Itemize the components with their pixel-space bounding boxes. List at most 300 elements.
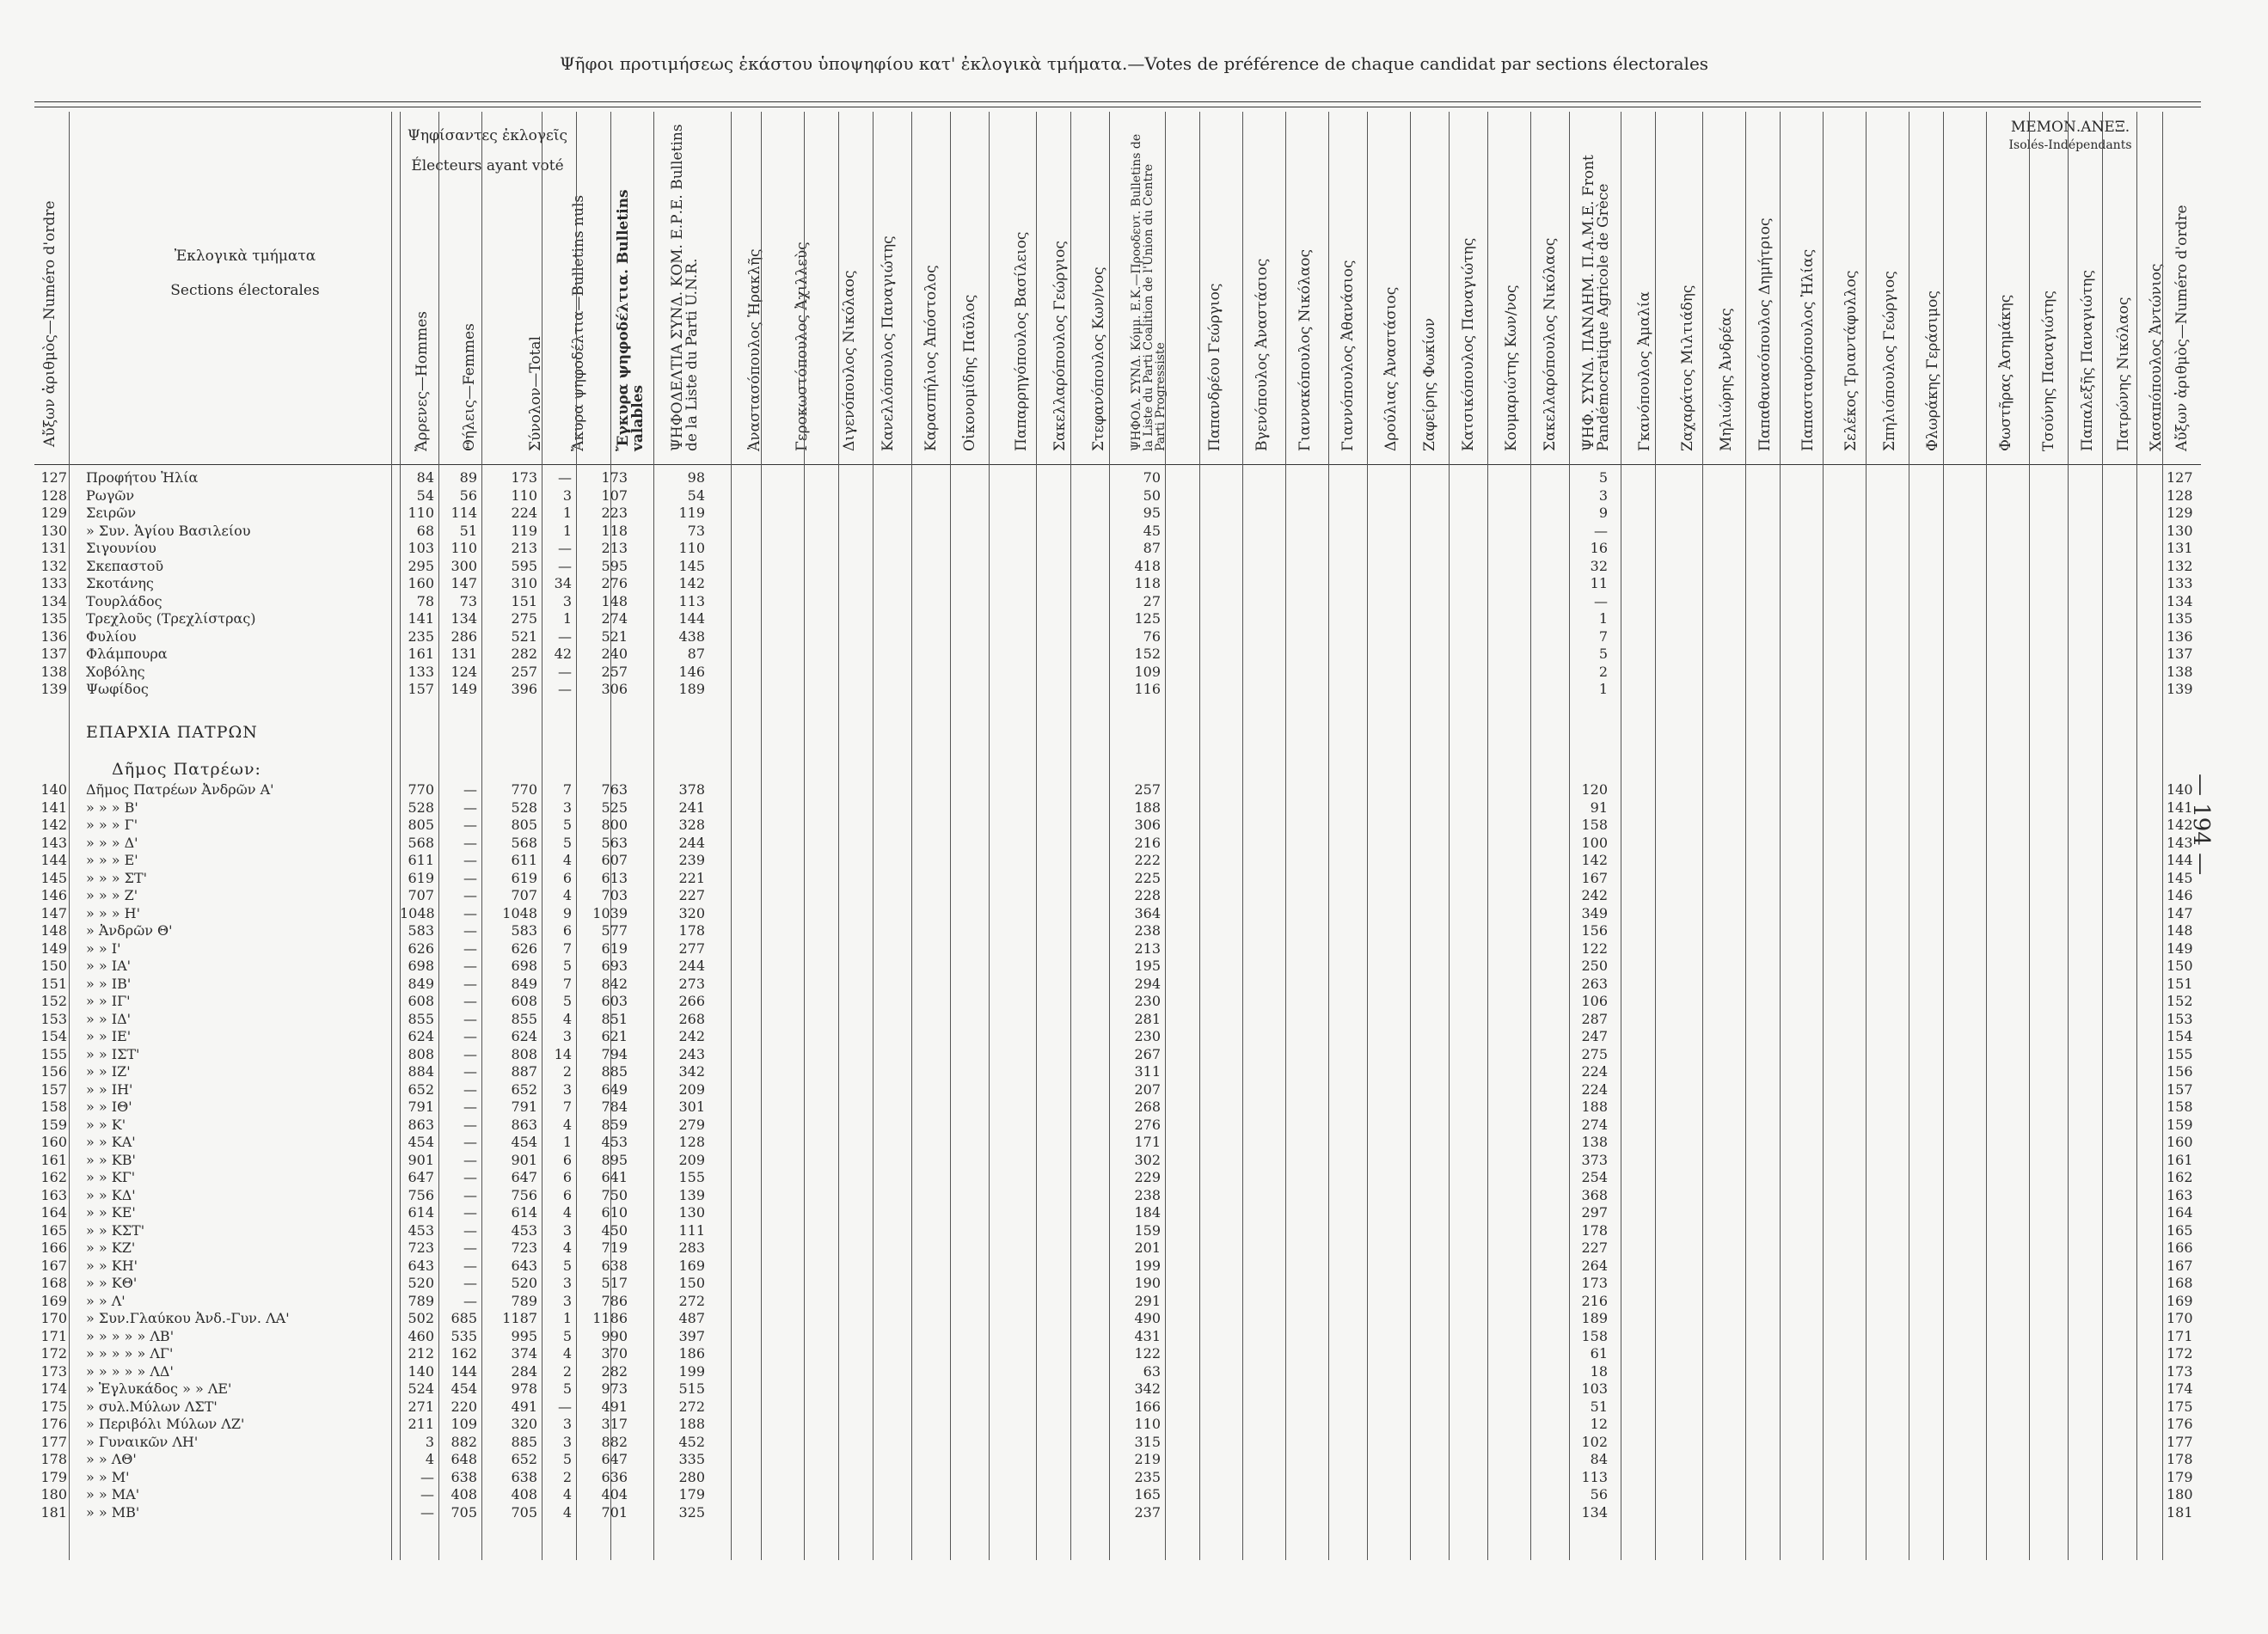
cell-n: 158: [40, 1099, 67, 1115]
header-candidate-p1: Γκανόπουλος Ἀμαλία: [1636, 291, 1653, 451]
cell-n-right: 144: [2167, 852, 2193, 868]
cell-n: 157: [40, 1080, 67, 1098]
cell-ere: 268: [678, 1010, 705, 1027]
cell-n-right: 172: [2167, 1345, 2193, 1362]
cell-pame: 122: [1581, 939, 1608, 957]
cell-inv: 4: [562, 1345, 572, 1362]
cell-name: Ρωγῶν: [86, 487, 135, 504]
header-candidate-p3: Μηλιώρης Ἀνδρέας: [1718, 308, 1735, 451]
cell-val: 638: [601, 1257, 628, 1274]
cell-n-right: 132: [2167, 557, 2193, 574]
cell-val: 647: [601, 1451, 628, 1467]
cell-n-right: 170: [2167, 1310, 2193, 1326]
cell-inv: 3: [562, 1433, 572, 1450]
cell-val: 719: [601, 1239, 628, 1256]
cell-m: —: [420, 1486, 434, 1502]
cell-val: 895: [601, 1151, 628, 1168]
cell-ere: 145: [678, 557, 705, 574]
header-memon-fr: Isolés-Indépendants: [2008, 138, 2132, 152]
column-rule: [391, 112, 392, 1560]
cell-name: » » ΙΕ': [86, 1028, 132, 1044]
cell-ere: 111: [678, 1221, 705, 1239]
cell-val: 1039: [592, 904, 628, 921]
cell-name: » » Κ': [86, 1116, 126, 1133]
cell-k: 235: [1134, 1468, 1161, 1485]
cell-t: 805: [511, 817, 537, 833]
cell-m: 611: [408, 852, 434, 868]
header-candidate-i1: Φωστῆρας Ἀσημάκης: [1997, 294, 2014, 451]
cell-n-right: 176: [2167, 1416, 2193, 1432]
cell-m: 502: [408, 1310, 434, 1326]
cell-val: 693: [601, 958, 628, 974]
cell-n: 154: [40, 1028, 67, 1044]
column-rule: [1487, 112, 1488, 1560]
cell-ere: 328: [678, 817, 705, 833]
cell-pame: 12: [1590, 1416, 1608, 1432]
cell-name: » » ΚΕ': [86, 1204, 136, 1221]
cell-pame: 61: [1590, 1345, 1608, 1362]
cell-n-right: 156: [2167, 1063, 2193, 1080]
cell-w: 131: [451, 646, 477, 662]
cell-val: 973: [601, 1380, 628, 1397]
cell-pame: 242: [1581, 887, 1608, 903]
cell-m: 1048: [400, 904, 435, 921]
column-rule: [1530, 112, 1531, 1560]
header-section-fr: Sections électorales: [170, 282, 320, 299]
cell-n-right: 177: [2167, 1433, 2193, 1450]
cell-k: 219: [1134, 1451, 1161, 1467]
header-section-gr: Ἐκλογικὰ τμήματα: [174, 248, 316, 265]
cell-pame: 227: [1581, 1239, 1608, 1256]
cell-k: 229: [1134, 1169, 1161, 1185]
header-pame: ΨΗΦ. ΣΥΝΔ. ΠΑΝΔΗΜ. Π.Α.Μ.Ε. Front Pandémocratique Agricole de Grèce: [1580, 155, 1612, 451]
header-voters-fr: Électeurs ayant voté: [411, 157, 564, 174]
cell-inv: —: [558, 540, 572, 556]
cell-m: 583: [408, 922, 434, 939]
cell-m: 608: [408, 993, 434, 1009]
cell-n: 166: [40, 1239, 67, 1256]
cell-m: 211: [408, 1416, 434, 1432]
cell-val: 603: [601, 993, 628, 1009]
cell-n: 169: [40, 1292, 67, 1309]
cell-n-right: 174: [2167, 1380, 2193, 1397]
cell-k: 95: [1143, 505, 1161, 521]
cell-n: 150: [40, 958, 67, 974]
cell-ere: 139: [678, 1186, 705, 1203]
cell-name: Δῆμος Πατρέων Ἀνδρῶν Α': [86, 781, 274, 798]
cell-m: 756: [408, 1186, 434, 1203]
header-candidate-k5: Δρούλιας Ἀναστάσιος: [1382, 286, 1400, 451]
cell-n-right: 169: [2167, 1292, 2193, 1309]
cell-m: 884: [408, 1063, 434, 1080]
cell-w: 286: [451, 627, 477, 645]
cell-name: » » » Γ': [86, 817, 138, 833]
cell-val: 621: [601, 1028, 628, 1044]
header-ek: ΨΗΦΟΔ. ΣΥΝΔ. Κόμμ. Ε.Κ.—Προοδευτ. Bulletins de la Liste du Parti Coalition de l'Union du Centre Parti Progressiste: [1130, 133, 1168, 451]
cell-n-right: 142: [2167, 817, 2193, 833]
cell-m: 84: [416, 469, 434, 486]
cell-m: 808: [408, 1045, 434, 1062]
cell-ere: 128: [678, 1134, 705, 1150]
cell-ere: 178: [678, 922, 705, 939]
cell-inv: 1: [562, 1134, 572, 1150]
cell-n-right: 168: [2167, 1275, 2193, 1291]
cell-ere: 179: [678, 1486, 705, 1502]
cell-pame: 156: [1581, 922, 1608, 939]
cell-n: 171: [40, 1327, 67, 1344]
cell-t: 995: [511, 1327, 537, 1344]
cell-ere: 244: [678, 958, 705, 974]
header-valid: Ἔγκυρα ψηφοδέλτια. Bulletins valables: [615, 189, 647, 451]
cell-t: 284: [511, 1362, 537, 1380]
cell-k: 207: [1134, 1080, 1161, 1098]
cell-val: 370: [601, 1345, 628, 1362]
cell-ere: 98: [687, 469, 705, 486]
cell-m: 849: [408, 975, 434, 992]
cell-m: 619: [408, 869, 434, 886]
cell-ere: 244: [678, 834, 705, 851]
cell-t: 491: [511, 1398, 537, 1415]
cell-name: » » Ι': [86, 939, 121, 957]
cell-t: 119: [511, 522, 537, 539]
cell-name: » » » Ε': [86, 852, 138, 868]
cell-m: 140: [408, 1362, 434, 1380]
cell-m: 863: [408, 1116, 434, 1133]
cell-name: » » » Ζ': [86, 887, 138, 903]
cell-val: 525: [601, 799, 628, 816]
cell-ere: 320: [678, 904, 705, 921]
cell-n: 180: [40, 1486, 67, 1502]
cell-n-right: 133: [2167, 575, 2193, 591]
cell-n-right: 138: [2167, 663, 2193, 680]
cell-m: 453: [408, 1221, 434, 1239]
cell-k: 122: [1134, 1345, 1161, 1362]
cell-pame: 247: [1581, 1028, 1608, 1044]
cell-pame: —: [1594, 592, 1608, 609]
cell-w: 882: [451, 1433, 477, 1450]
cell-ere: 239: [678, 852, 705, 868]
cell-n: 151: [40, 975, 67, 992]
cell-val: 885: [601, 1063, 628, 1080]
cell-m: 212: [408, 1345, 434, 1362]
cell-pame: 16: [1590, 540, 1608, 556]
column-rule: [1070, 112, 1071, 1560]
cell-k: 490: [1134, 1310, 1161, 1326]
cell-inv: 1: [562, 1310, 572, 1326]
cell-n: 142: [40, 817, 67, 833]
cell-k: 70: [1143, 469, 1161, 486]
cell-t: 619: [511, 869, 537, 886]
cell-inv: 6: [562, 1169, 572, 1185]
cell-pame: 349: [1581, 904, 1608, 921]
cell-name: » » ΚΣΤ': [86, 1221, 145, 1239]
cell-inv: 6: [562, 1186, 572, 1203]
cell-inv: —: [558, 469, 572, 486]
cell-w: 705: [451, 1503, 477, 1521]
header-candidate-i2: Τσούνης Παναγιώτης: [2040, 291, 2057, 451]
cell-n-right: 148: [2167, 922, 2193, 939]
header-candidate-i5: Χασαπόπουλος Ἀντώνιος: [2148, 263, 2165, 451]
cell-k: 50: [1143, 487, 1161, 504]
cell-val: 148: [601, 592, 628, 609]
cell-inv: 5: [562, 1380, 572, 1397]
cell-name: » » » » » ΛΒ': [86, 1327, 175, 1344]
cell-n-right: 151: [2167, 975, 2193, 992]
column-rule: [1986, 112, 1987, 1560]
cell-ere: 199: [678, 1362, 705, 1380]
cell-m: 4: [425, 1451, 434, 1467]
cell-pame: 134: [1581, 1503, 1608, 1521]
cell-pame: 264: [1581, 1257, 1608, 1274]
cell-pame: 142: [1581, 852, 1608, 868]
cell-m: 624: [408, 1028, 434, 1044]
cell-pame: 188: [1581, 1099, 1608, 1115]
cell-name: » » » » » ΛΓ': [86, 1345, 174, 1362]
header-candidate-p4: Παπαθανασόπουλος Δημήτριος: [1756, 217, 1774, 451]
cell-val: 306: [601, 681, 628, 697]
cell-k: 27: [1143, 592, 1161, 609]
column-rule: [804, 112, 805, 1560]
cell-val: 223: [601, 505, 628, 521]
cell-ere: 146: [678, 663, 705, 680]
cell-n-right: 154: [2167, 1028, 2193, 1044]
header-candidate-k3: Γιαννακόπουλος Νικόλαος: [1296, 248, 1314, 451]
cell-inv: 3: [562, 1221, 572, 1239]
cell-k: 315: [1134, 1433, 1161, 1450]
cell-t: 310: [511, 575, 537, 591]
column-rule: [1242, 112, 1243, 1560]
cell-w: 454: [451, 1380, 477, 1397]
cell-pame: 254: [1581, 1169, 1608, 1185]
cell-n: 136: [40, 627, 67, 645]
cell-name: » » ΙΘ': [86, 1099, 132, 1115]
cell-t: 528: [511, 799, 537, 816]
cell-val: 641: [601, 1169, 628, 1185]
cell-w: —: [463, 1028, 477, 1044]
cell-inv: 3: [562, 1028, 572, 1044]
cell-inv: 9: [562, 904, 572, 921]
cell-t: 454: [511, 1134, 537, 1150]
cell-name: » » ΙΖ': [86, 1063, 131, 1080]
column-rule: [950, 112, 951, 1560]
cell-k: 230: [1134, 1028, 1161, 1044]
column-rule: [1199, 112, 1200, 1560]
cell-w: 685: [451, 1310, 477, 1326]
header-candidate-k9: Σακελλαρόπουλος Νικόλαος: [1542, 237, 1559, 451]
cell-inv: 7: [562, 1099, 572, 1115]
cell-w: 408: [451, 1486, 477, 1502]
cell-ere: 279: [678, 1116, 705, 1133]
cell-name: » » ΚΓ': [86, 1169, 136, 1185]
cell-val: 842: [601, 975, 628, 992]
cell-n: 145: [40, 869, 67, 886]
cell-n: 143: [40, 834, 67, 851]
cell-n: 177: [40, 1433, 67, 1450]
column-rule: [1943, 112, 1944, 1560]
cell-w: —: [463, 1151, 477, 1168]
cell-k: 199: [1134, 1257, 1161, 1274]
cell-pame: 287: [1581, 1010, 1608, 1027]
cell-n: 131: [40, 540, 67, 556]
cell-val: 763: [601, 781, 628, 798]
cell-k: 268: [1134, 1099, 1161, 1115]
cell-w: —: [463, 834, 477, 851]
cell-ere: 301: [678, 1099, 705, 1115]
cell-w: —: [463, 1080, 477, 1098]
cell-w: —: [463, 869, 477, 886]
cell-n-right: 135: [2167, 610, 2193, 627]
cell-n-right: 179: [2167, 1468, 2193, 1485]
cell-val: 521: [601, 627, 628, 645]
cell-w: 109: [451, 1416, 477, 1432]
column-rule: [2068, 112, 2069, 1560]
cell-inv: 5: [562, 958, 572, 974]
cell-n: 144: [40, 852, 67, 868]
cell-inv: 5: [562, 1451, 572, 1467]
column-rule: [2162, 112, 2163, 1560]
cell-n: 129: [40, 505, 67, 521]
cell-ere: 110: [678, 540, 705, 556]
column-rule: [2102, 112, 2103, 1560]
cell-ere: 54: [687, 487, 705, 504]
cell-t: 652: [511, 1080, 537, 1098]
cell-k: 281: [1134, 1010, 1161, 1027]
cell-inv: —: [558, 627, 572, 645]
cell-pame: 178: [1581, 1221, 1608, 1239]
header-candidate-k1: Παπανδρέου Γεώργιος: [1206, 283, 1223, 451]
cell-t: 901: [511, 1151, 537, 1168]
cell-val: 450: [601, 1221, 628, 1239]
cell-k: 225: [1134, 869, 1161, 886]
cell-inv: 2: [562, 1063, 572, 1080]
cell-inv: —: [558, 1398, 572, 1415]
cell-n-right: 180: [2167, 1486, 2193, 1502]
cell-n-right: 150: [2167, 958, 2193, 974]
cell-k: 267: [1134, 1045, 1161, 1062]
column-rule: [1367, 112, 1368, 1560]
cell-name: Τουρλάδος: [86, 592, 162, 609]
cell-pame: 7: [1598, 627, 1608, 645]
cell-name: Σιγουνίου: [86, 540, 156, 556]
cell-t: 705: [511, 1503, 537, 1521]
cell-w: —: [463, 939, 477, 957]
column-rule: [731, 112, 732, 1560]
cell-t: 652: [511, 1451, 537, 1467]
cell-k: 216: [1134, 834, 1161, 851]
cell-n: 137: [40, 646, 67, 662]
cell-n: 140: [40, 781, 67, 798]
cell-inv: 4: [562, 1204, 572, 1221]
cell-t: 849: [511, 975, 537, 992]
cell-n-right: 145: [2167, 869, 2193, 886]
cell-name: » Περιβόλι Μύλων ΛΖ': [86, 1416, 245, 1432]
cell-k: 188: [1134, 799, 1161, 816]
cell-name: Σκοτάνης: [86, 575, 154, 591]
cell-m: 520: [408, 1275, 434, 1291]
cell-inv: 3: [562, 799, 572, 816]
cell-pame: 263: [1581, 975, 1608, 992]
cell-k: 342: [1134, 1380, 1161, 1397]
cell-w: 89: [459, 469, 477, 486]
header-candidate-i3: Παπαλεξῆς Παναγιώτης: [2079, 270, 2096, 451]
cell-k: 171: [1134, 1134, 1161, 1150]
cell-name: » » » Η': [86, 904, 140, 921]
cell-name: » » ΚΑ': [86, 1134, 136, 1150]
cell-w: —: [463, 1045, 477, 1062]
cell-t: 408: [511, 1486, 537, 1502]
cell-inv: 7: [562, 975, 572, 992]
cell-inv: 4: [562, 1503, 572, 1521]
cell-n: 161: [40, 1151, 67, 1168]
cell-n-right: 134: [2167, 592, 2193, 609]
header-men: Ἄρρενες—Hommes: [414, 310, 431, 451]
cell-m: 78: [416, 592, 434, 609]
cell-name: Χοβόλης: [86, 663, 145, 680]
cell-t: 614: [511, 1204, 537, 1221]
cell-ere: 155: [678, 1169, 705, 1185]
cell-val: 577: [601, 922, 628, 939]
header-candidate-p2: Ζαχαράτος Μιλτιάδης: [1679, 285, 1696, 451]
cell-inv: 4: [562, 1486, 572, 1502]
cell-name: » » » Δ': [86, 834, 138, 851]
cell-k: 45: [1143, 522, 1161, 539]
cell-k: 302: [1134, 1151, 1161, 1168]
cell-t: 808: [511, 1045, 537, 1062]
cell-m: 454: [408, 1134, 434, 1150]
cell-w: —: [463, 1292, 477, 1309]
cell-val: 800: [601, 817, 628, 833]
cell-k: 230: [1134, 993, 1161, 1009]
cell-n: 155: [40, 1045, 67, 1062]
cell-ere: 241: [678, 799, 705, 816]
cell-n: 176: [40, 1416, 67, 1432]
cell-n-right: 171: [2167, 1327, 2193, 1344]
cell-n: 167: [40, 1257, 67, 1274]
cell-m: 160: [408, 575, 434, 591]
cell-name: Σκεπαστοῦ: [86, 557, 164, 574]
page-number: — 194 —: [2188, 774, 2214, 876]
cell-name: » » ΛΘ': [86, 1451, 137, 1467]
cell-name: » » ΙΔ': [86, 1010, 132, 1027]
cell-val: 610: [601, 1204, 628, 1221]
cell-w: —: [463, 799, 477, 816]
cell-val: 794: [601, 1045, 628, 1062]
cell-pame: 1: [1598, 610, 1608, 627]
cell-m: 568: [408, 834, 434, 851]
header-candidate-i4: Πατρώνης Νικόλαος: [2115, 297, 2132, 451]
column-rule: [1036, 112, 1037, 1560]
cell-t: 1187: [502, 1310, 537, 1326]
cell-val: 240: [601, 646, 628, 662]
cell-val: 257: [601, 663, 628, 680]
column-rule: [1410, 112, 1411, 1560]
cell-t: 638: [511, 1468, 537, 1485]
cell-inv: 4: [562, 1239, 572, 1256]
cell-k: 291: [1134, 1292, 1161, 1309]
cell-w: —: [463, 1204, 477, 1221]
cell-t: 275: [511, 610, 537, 627]
header-order-right: Αὔξων ἀριθμὸς—Numéro d'ordre: [2173, 205, 2191, 451]
cell-pame: 158: [1581, 817, 1608, 833]
cell-n: 174: [40, 1380, 67, 1397]
cell-pame: 9: [1598, 505, 1608, 521]
cell-t: 624: [511, 1028, 537, 1044]
cell-t: 257: [511, 663, 537, 680]
cell-pame: 224: [1581, 1080, 1608, 1098]
header-candidate-c8: Σακελλαρόπουλος Γεώργιος: [1051, 241, 1069, 451]
cell-pame: 84: [1590, 1451, 1608, 1467]
cell-ere: 209: [678, 1080, 705, 1098]
